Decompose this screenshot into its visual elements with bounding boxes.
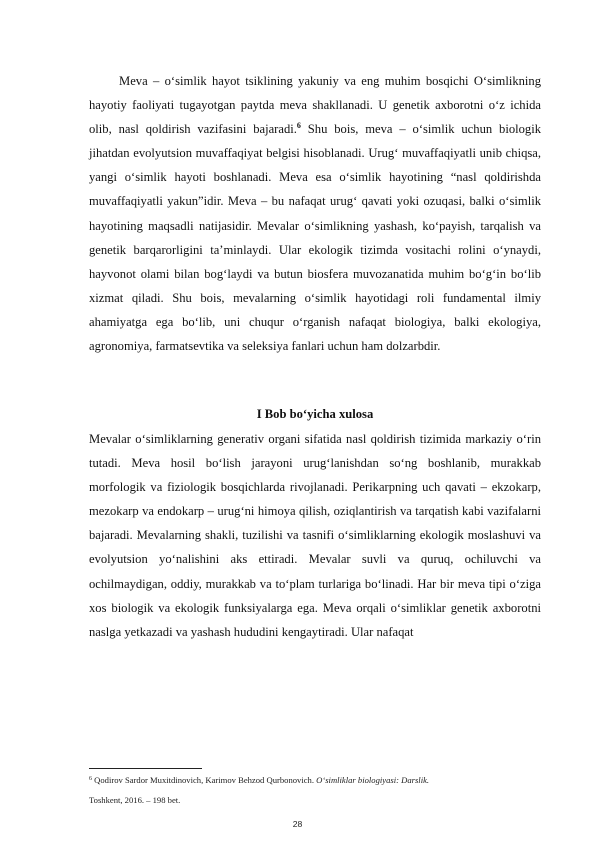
body-paragraph-2: Mevalar o‘simliklarning generativ organi sifatida nasl qoldirish tizimida markaziy o‘rin tutadi. Meva hosil bo‘lish jarayoni urug‘lanishdan so‘ng boshlanib, murakkab morfologik va fiziologik bosqichlarda rivojlanadi. Perikarpning uch qavati – ekzokarp, mezokarp va endokarp – urug‘ni himoya qilish, oziqlantirish va tarqatish kabi vazifalarni bajaradi. Mevalarning shakli, tuzilishi va tasnifi o‘simliklarning ekologik moslashuvi va evolyutsion yo‘nalishini aks ettiradi. Mevalar suvli va quruq, ochiluvchi va ochilmaydigan, oddiy, murakkab va to‘plam turlariga bo‘linadi. Har bir meva tipi o‘ziga xos biologik va ekologik funksiyalarga ega. Meva orqali o‘simliklar genetik axborotni naslga yetkazadi va yashash hududini kengaytiradi. Ular nafaqat <box>89 432 541 639</box>
footnote-separator <box>89 768 202 769</box>
footnote-title: O‘simliklar biologiyasi: Darslik. <box>316 775 430 785</box>
footnote <box>89 770 541 810</box>
paragraph-text-continued: Shu bois, meva – o‘simlik uchun biologik jihatdan evolyutsion muvaffaqiyat belgisi hisoblanadi. Urug‘ muvaffaqiyatli unib chiqsa, yangi o‘simlik hayoti boshlanadi. Meva esa o‘simlik hayotining “nasl qoldirishda muvaffaqiyatli yakun”idir. Meva – bu nafaqat urug‘ qavati yoki ozuqasi, balki o‘simlik hayotining maqsadli natijasidir. Mevalar o‘simlikning yashash, ko‘payish, tarqalish va genetik barqarorligini ta’minlaydi. Ular ekologik tizimda vositachi rolini o‘ynaydi, hayvonot olami bilan bog‘laydi va butun biosfera muvozanatida muhim bo‘g‘in bo‘lib xizmat qiladi. Shu bois, mevalarning o‘simlik hayotidagi roli fundamental ilmiy ahamiyatga ega bo‘lib, uni chuqur o‘rganish nafaqat biologiya, balki ekologiya, agronomiya, farmatsevtika va seleksiya fanlari uchun ham dolzarbdir. <box>89 122 542 354</box>
footnote-authors: Qodirov Sardor Muxitdinovich, Karimov Behzod Qurbonovich. <box>94 775 317 785</box>
page-number: 28 <box>292 819 303 829</box>
footnote-marker: 6 <box>89 776 92 782</box>
section-heading: I Bob bo‘yicha xulosa <box>256 407 374 421</box>
body-paragraph-1 <box>89 69 541 358</box>
footnote-reference[interactable]: 6 <box>296 121 301 131</box>
footnote-publication: Toshkent, 2016. – 198 bet. <box>89 795 181 805</box>
paragraph-text: Meva – o‘simlik hayot tsiklining yakuniy va eng muhim bosqichi O‘simlikning hayotiy faoliyati tugayotgan paytda meva shakllanadi. U genetik axborotni o‘z ichida olib, nasl qoldirish vazifasini bajaradi. <box>89 74 541 137</box>
